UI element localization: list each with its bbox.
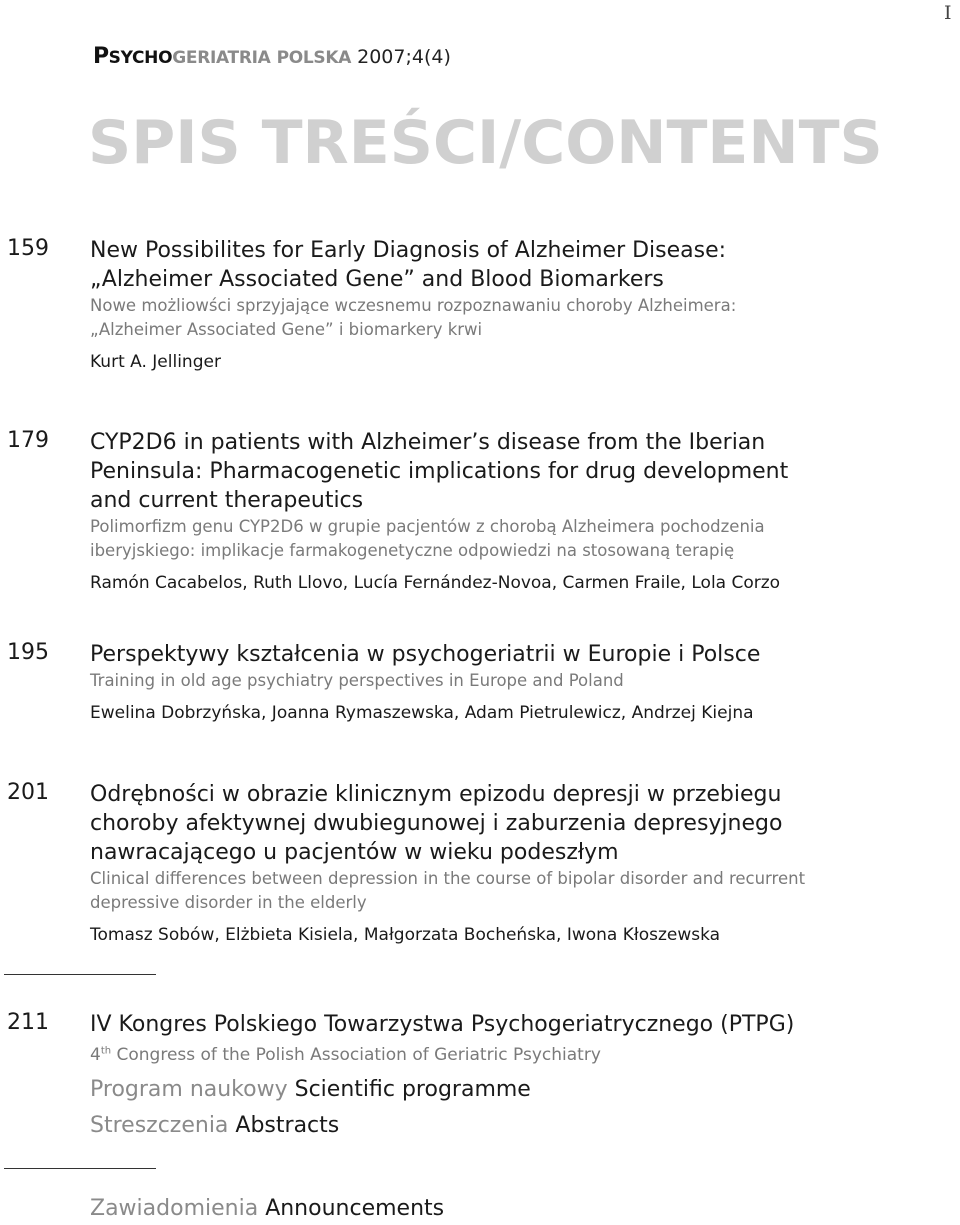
entry-subtitle-line: „Alzheimer Associated Gene” i biomarkery krwi	[90, 320, 483, 339]
entry-subtitle-line: Training in old age psychiatry perspectives in Europe and Poland	[90, 671, 624, 690]
entry-title-line: choroby afektywnej dwubiegunowej i zaburzenia depresyjnego	[90, 811, 783, 836]
entry-page-number: 195	[7, 640, 49, 665]
congress-subtitle	[90, 1043, 958, 1067]
entry-title-line: IV Kongres Polskiego Towarzystwa Psychogeriatrycznego (PTPG)	[90, 1012, 795, 1037]
entry-title-line: and current therapeutics	[90, 488, 364, 513]
journal-name-geriatria: GERIATRIA	[172, 48, 271, 68]
section-divider	[4, 1168, 156, 1169]
entry-authors: Ramón Cacabelos, Ruth Llovo, Lucía Fernández-Novoa, Carmen Fraile, Lola Corzo	[90, 573, 781, 593]
page-number: I	[944, 2, 952, 24]
entry-page-number: 179	[7, 428, 49, 453]
entry-authors: Tomasz Sobów, Elżbieta Kisiela, Małgorzata Bocheńska, Iwona Kłoszewska	[90, 925, 721, 945]
program-label-pl: Program naukowy	[90, 1077, 288, 1102]
entry-title-line: CYP2D6 in patients with Alzheimer’s disease from the Iberian	[90, 430, 766, 455]
section-divider	[4, 974, 156, 975]
entry-body	[90, 428, 958, 595]
congress-name: Congress of the Polish Association of Geriatric Psychiatry	[111, 1045, 601, 1065]
entry-authors: Ewelina Dobrzyńska, Joanna Rymaszewska, Adam Pietrulewicz, Andrzej Kiejna	[90, 703, 754, 723]
journal-issue: 2007;4(4)	[357, 46, 451, 68]
entry-title-line: Odrębności w obrazie klinicznym epizodu depresji w przebiegu	[90, 782, 782, 807]
entry-subtitle-line: iberyjskiego: implikacje farmakogenetyczne odpowiedzi na stosowaną terapię	[90, 541, 735, 560]
entry-title-line: „Alzheimer Associated Gene” and Blood Biomarkers	[90, 267, 664, 292]
entry-body	[90, 1010, 958, 1141]
journal-name-initial: P	[93, 44, 109, 69]
entry-page-number: 211	[7, 1010, 49, 1035]
entry-title-line: nawracającego u pacjentów w wieku podeszłym	[90, 840, 619, 865]
entry-body	[90, 640, 958, 725]
entry-title-line: Perspektywy kształcenia w psychogeriatrii w Europie i Polsce	[90, 642, 761, 667]
entry-subtitle-line: depressive disorder in the elderly	[90, 893, 367, 912]
journal-header	[93, 44, 451, 69]
entry-subtitle-line: Polimorfizm genu CYP2D6 w grupie pacjentów z chorobą Alzheimera pochodzenia	[90, 517, 765, 536]
entry-subtitle-line: Clinical differences between depression in the course of bipolar disorder and recurrent	[90, 869, 806, 888]
entry-body	[90, 236, 958, 374]
entry-authors: Kurt A. Jellinger	[90, 352, 221, 372]
entry-title-line: New Possibilites for Early Diagnosis of Alzheimer Disease:	[90, 238, 727, 263]
journal-name-sycho: SYCHO	[108, 48, 173, 68]
entry-body	[90, 1194, 958, 1224]
contents-title: SPIS TREŚCI/CONTENTS	[88, 108, 883, 178]
announcements-label-pl: Zawiadomienia	[90, 1196, 259, 1221]
congress-ordinal: th	[100, 1045, 112, 1057]
entry-title-line: Peninsula: Pharmacogenetic implications for drug development	[90, 459, 789, 484]
announcements-line	[90, 1194, 958, 1224]
abstracts-line	[90, 1111, 958, 1141]
program-line	[90, 1075, 958, 1105]
journal-name-polska: POLSKA	[276, 48, 352, 68]
abstracts-label-pl: Streszczenia	[90, 1113, 229, 1138]
entry-page-number: 201	[7, 780, 49, 805]
abstracts-label-en: Abstracts	[235, 1113, 340, 1138]
announcements-label-en: Announcements	[265, 1196, 445, 1221]
entry-page-number: 159	[7, 236, 49, 261]
entry-body	[90, 780, 958, 947]
program-label-en: Scientific programme	[294, 1077, 531, 1102]
entry-subtitle-line: Nowe możliowści sprzyjające wczesnemu rozpoznawaniu choroby Alzheimera:	[90, 296, 737, 315]
congress-number: 4	[90, 1045, 101, 1065]
